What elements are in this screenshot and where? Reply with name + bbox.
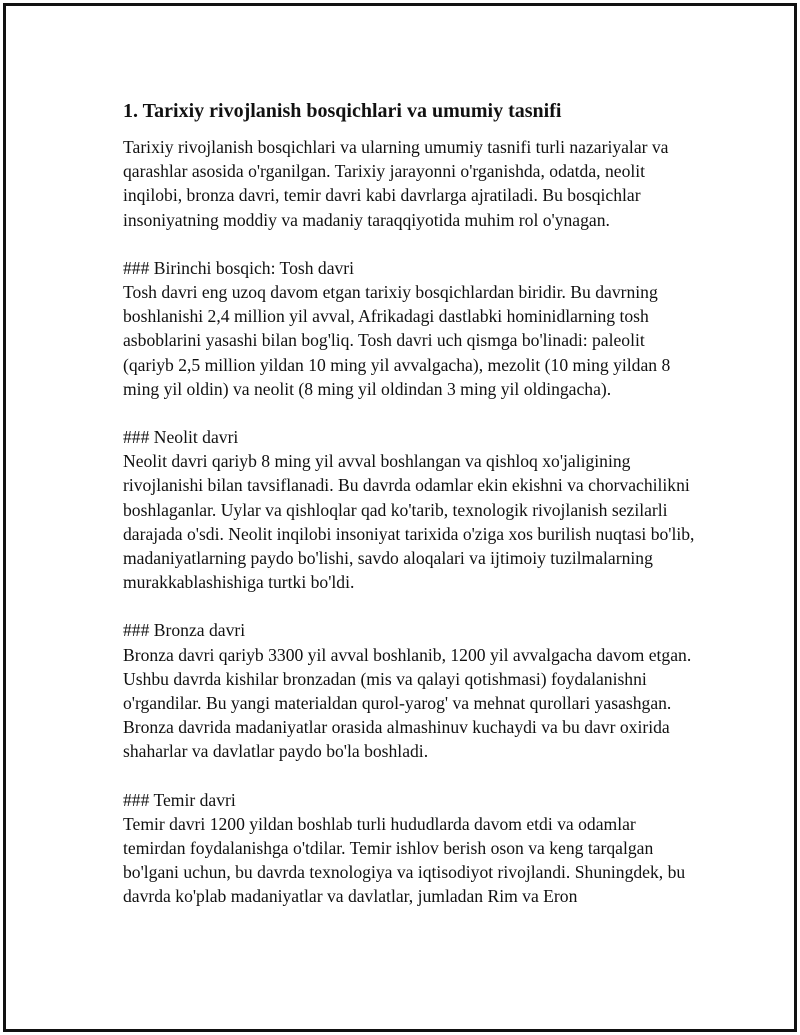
section-bronze-age [123, 618, 698, 763]
section-paragraph: Bronza davri qariyb 3300 yil avval boshlanib, 1200 yil avvalgacha davom etgan. Ushbu davrda kishilar bronzadan (mis va qalayi qotishmasi) foydalanishni o'rgandilar. Bu yangi materialdan qurol-yarog' va mehnat qurollari yasashgan. Bronza davrida madaniyatlar orasida almashinuv kuchaydi va bu davr oxirida shaharlar va davlatlar paydo bo'la boshladi. [123, 644, 692, 762]
section-heading: ### Neolit davri [123, 427, 239, 448]
section-iron-age [123, 788, 698, 909]
section-heading: ### Bronza davri [123, 620, 246, 641]
document-title: 1. Tarixiy rivojlanish bosqichlari va umumiy tasnifi [123, 100, 562, 122]
section-paragraph: Neolit davri qariyb 8 ming yil avval boshlangan va qishloq xo'jaligining rivojlanishi bilan tavsiflanadi. Bu davrda odamlar ekin ekishni va chorvachilikni boshlaganlar. Uylar va qishloqlar qad ko'tarib, texnologik rivojlanish sezilarli darajada o'sdi. Neolit inqilobi insoniyat tarixida o'ziga xos burilish nuqtasi bo'lib, madaniyatlarning paydo bo'lishi, savdo aloqalari va ijtimoiy tuzilmalarning murakkablashishiga turtki bo'ldi. [123, 451, 695, 593]
document-body [123, 99, 698, 909]
section-heading: ### Temir davri [123, 789, 236, 810]
section-paragraph: Temir davri 1200 yildan boshlab turli hududlarda davom etdi va odamlar temirdan foydalanishga o'tdilar. Temir ishlov berish oson va keng tarqalgan bo'lgani uchun, bu davrda texnologiya va iqtisodiyot rivojlandi. Shuningdek, bu davrda ko'plab madaniyatlar va davlatlar, jumladan Rim va Eron [123, 813, 686, 907]
section-stone-age [123, 256, 698, 401]
section-neolithic [123, 425, 698, 594]
section-paragraph: Tosh davri eng uzoq davom etgan tarixiy bosqichlardan biridir. Bu davrning boshlanishi 2,4 million yil avval, Afrikadagi dastlabki hominidlarning tosh asboblarini yasashi bilan bog'liq. Tosh davri uch qismga bo'linadi: paleolit (qariyb 2,5 million yildan 10 ming yil avvalgacha), mezolit (10 ming yildan 8 ming yil oldin) va neolit (8 ming yil oldindan 3 ming yil oldingacha). [123, 282, 671, 399]
section-heading: ### Birinchi bosqich: Tosh davri [123, 257, 355, 278]
intro-paragraph: Tarixiy rivojlanish bosqichlari va ularning umumiy tasnifi turli nazariyalar va qarashlar asosida o'rganilgan. Tarixiy jarayonni o'rganishda, odatda, neolit inqilobi, bronza davri, temir davri kabi davrlarga ajratiladi. Bu bosqichlar insoniyatning moddiy va madaniy taraqqiyotida muhim rol o'ynagan. [123, 137, 669, 230]
page-frame [3, 3, 797, 1032]
